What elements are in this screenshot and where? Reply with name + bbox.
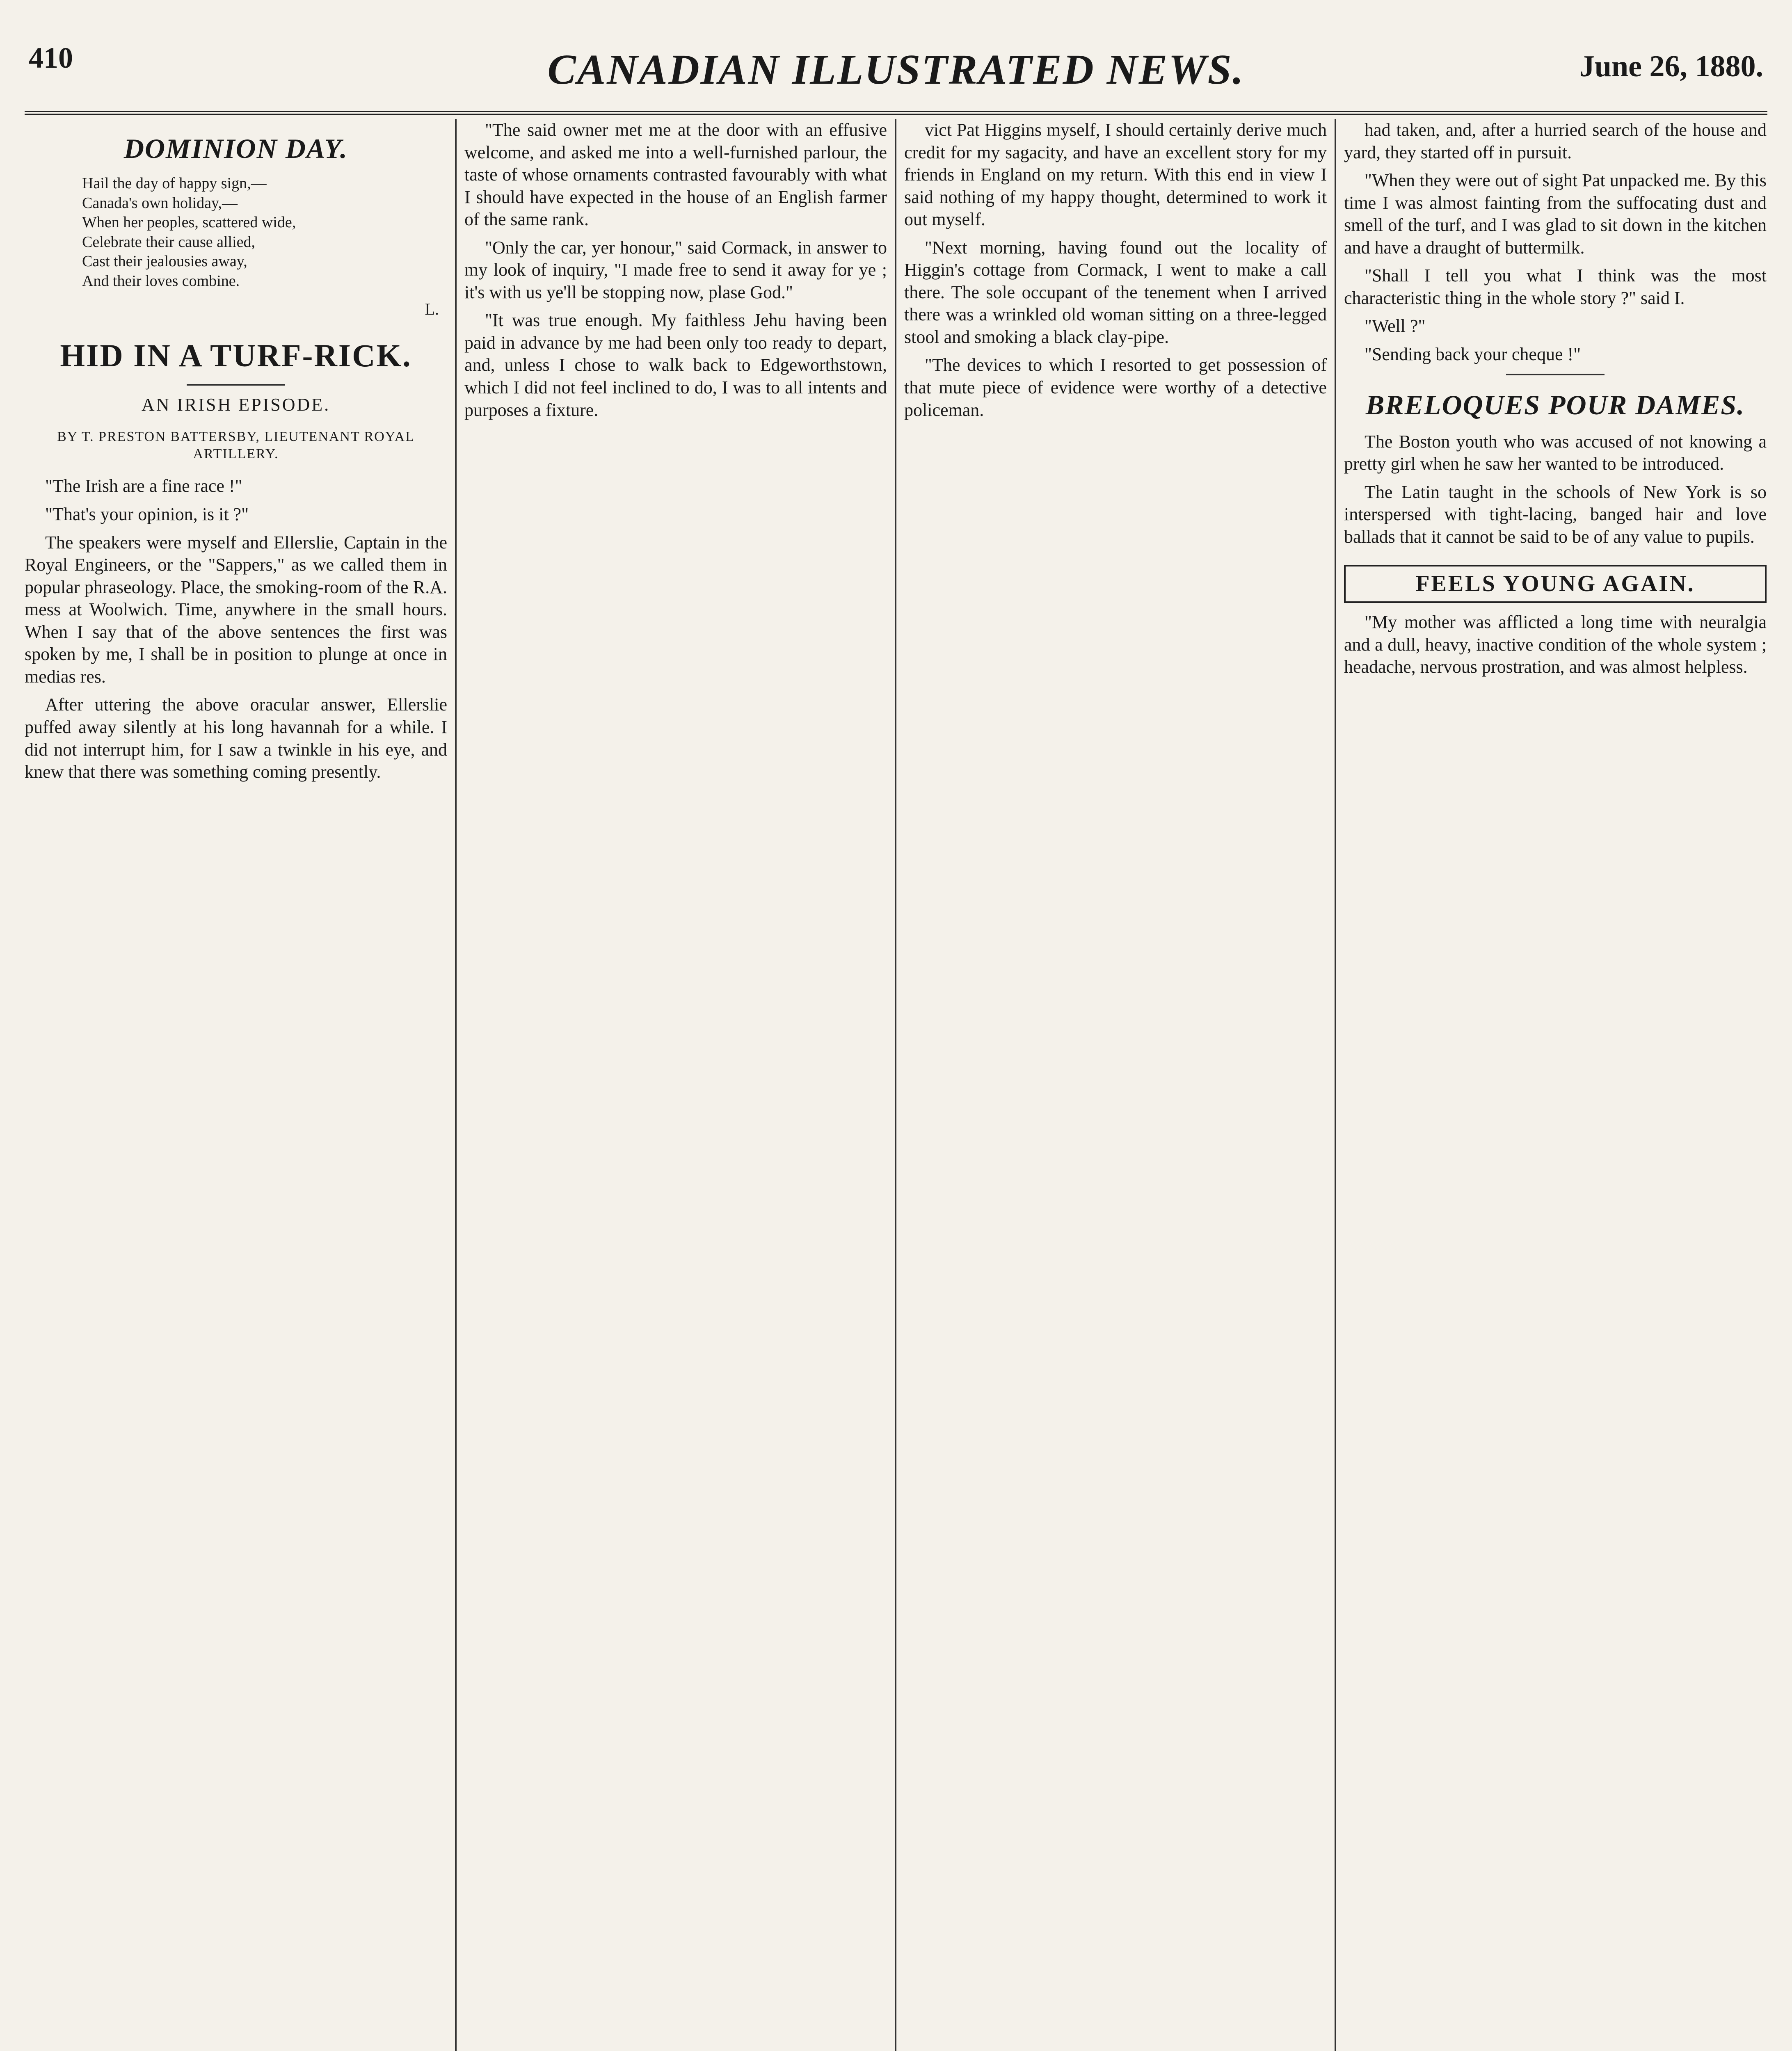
paragraph: After uttering the above oracular answer, Ellerslie puffed away silently at his long havannah for a while. I did not interrupt him, for I saw a twinkle in his eye, and knew that there was something coming presently.	[25, 694, 447, 782]
poem-line: Hail the day of happy sign,—	[82, 175, 267, 192]
paragraph: The Boston youth who was accused of not knowing a pretty girl when he saw her wanted to be introduced.	[1344, 431, 1767, 474]
ad-title: FEELS YOUNG AGAIN.	[1344, 565, 1767, 603]
page-number: 410	[29, 41, 73, 74]
newspaper-page	[25, 16, 1767, 2051]
paragraph: vict Pat Higgins myself, I should certainly derive much credit for my sagacity, and have an excellent story for my friends in England on my return. With this end in view I said nothing of my happy thought, determined to work it out myself.	[904, 120, 1327, 230]
divider	[187, 384, 285, 386]
issue-date: June 26, 1880.	[1579, 50, 1763, 83]
poem-signature: L.	[425, 300, 439, 319]
column-rule	[1335, 119, 1336, 2051]
column-1	[25, 119, 447, 2051]
story-subtitle: AN IRISH EPISODE.	[141, 394, 331, 415]
poem-line: Cast their jealousies away,	[82, 253, 247, 270]
paragraph: The speakers were myself and Ellerslie, Captain in the Royal Engineers, or the "Sappers," as we called them in popular phraseology. Place, the smoking-room of the R.A. mess at Woolwich. Time, anywhere in the small hours. When I say that of the above sentences the first was spoken by me, I shall be in position to plunge at once in medias res.	[25, 532, 447, 687]
paragraph: "That's your opinion, is it ?"	[45, 504, 249, 525]
poem-line: When her peoples, scattered wide,	[82, 214, 296, 231]
divider	[1506, 374, 1605, 375]
section-title: BRELOQUES POUR DAMES.	[1365, 389, 1745, 421]
poem-title: DOMINION DAY.	[123, 133, 348, 164]
column-4	[1344, 119, 1767, 2051]
poem-line: Canada's own holiday,—	[82, 194, 238, 212]
poem-line: And their loves combine.	[82, 272, 240, 290]
paragraph: "Well ?"	[1365, 316, 1426, 336]
column-rule	[455, 119, 457, 2051]
ad-text: "My mother was afflicted a long time with neuralgia and a dull, heavy, inactive condition of the whole system ; headache, nervous prostration, and was almost helpless.	[1344, 612, 1767, 677]
paragraph: "The devices to which I resorted to get possession of that mute piece of evidence were worthy of a detective policeman.	[904, 355, 1327, 420]
paragraph: "Sending back your cheque !"	[1365, 344, 1581, 364]
column-3	[904, 119, 1327, 2051]
paragraph: "Next morning, having found out the locality of Higgin's cottage from Cormack, I went to make a call there. The sole occupant of the tenement when I arrived there was a wrinkled old woman sitting on a three-legged stool and smoking a black clay-pipe.	[904, 237, 1327, 347]
byline: BY T. PRESTON BATTERSBY, LIEUTENANT ROYAL ARTILLERY.	[57, 429, 415, 462]
column-2	[464, 119, 887, 2051]
paragraph: had taken, and, after a hurried search of the house and yard, they started off in pursuit.	[1344, 120, 1767, 162]
poem-line: Celebrate their cause allied,	[82, 233, 256, 251]
paragraph: "Only the car, yer honour," said Cormack, in answer to my look of inquiry, "I made free to send it away for ye ; it's with us ye'll be stopping now, plase God."	[464, 237, 887, 302]
paragraph: "When they were out of sight Pat unpacked me. By this time I was almost fainting from the suffocating dust and smell of the turf, and I was glad to sit down in the kitchen and have a draught of buttermilk.	[1344, 170, 1767, 258]
paper-title: CANADIAN ILLUSTRATED NEWS.	[547, 46, 1245, 93]
story-title: HID IN A TURF-RICK.	[60, 337, 412, 373]
poem	[82, 174, 447, 291]
paragraph: The Latin taught in the schools of New York is so interspersed with tight-lacing, banged hair and love ballads that it cannot be said to be of any value to pupils.	[1344, 482, 1767, 547]
paragraph: "It was true enough. My faithless Jehu having been paid in advance by me had been only too ready to depart, and, unless I chose to walk back to Edgeworthstown, which I did not feel inclined to do, I was to all intents and purposes a fixture.	[464, 310, 887, 420]
paragraph: "The said owner met me at the door with an effusive welcome, and asked me into a well-furnished parlour, the taste of whose ornaments contrasted favourably with what I should have expected in the house of an English farmer of the same rank.	[464, 120, 887, 230]
paragraph: "The Irish are a fine race !"	[45, 476, 242, 496]
paragraph: "Shall I tell you what I think was the most characteristic thing in the whole story ?" said I.	[1344, 265, 1767, 308]
columns	[25, 119, 1767, 2051]
column-rule	[895, 119, 896, 2051]
masthead	[25, 16, 1767, 115]
